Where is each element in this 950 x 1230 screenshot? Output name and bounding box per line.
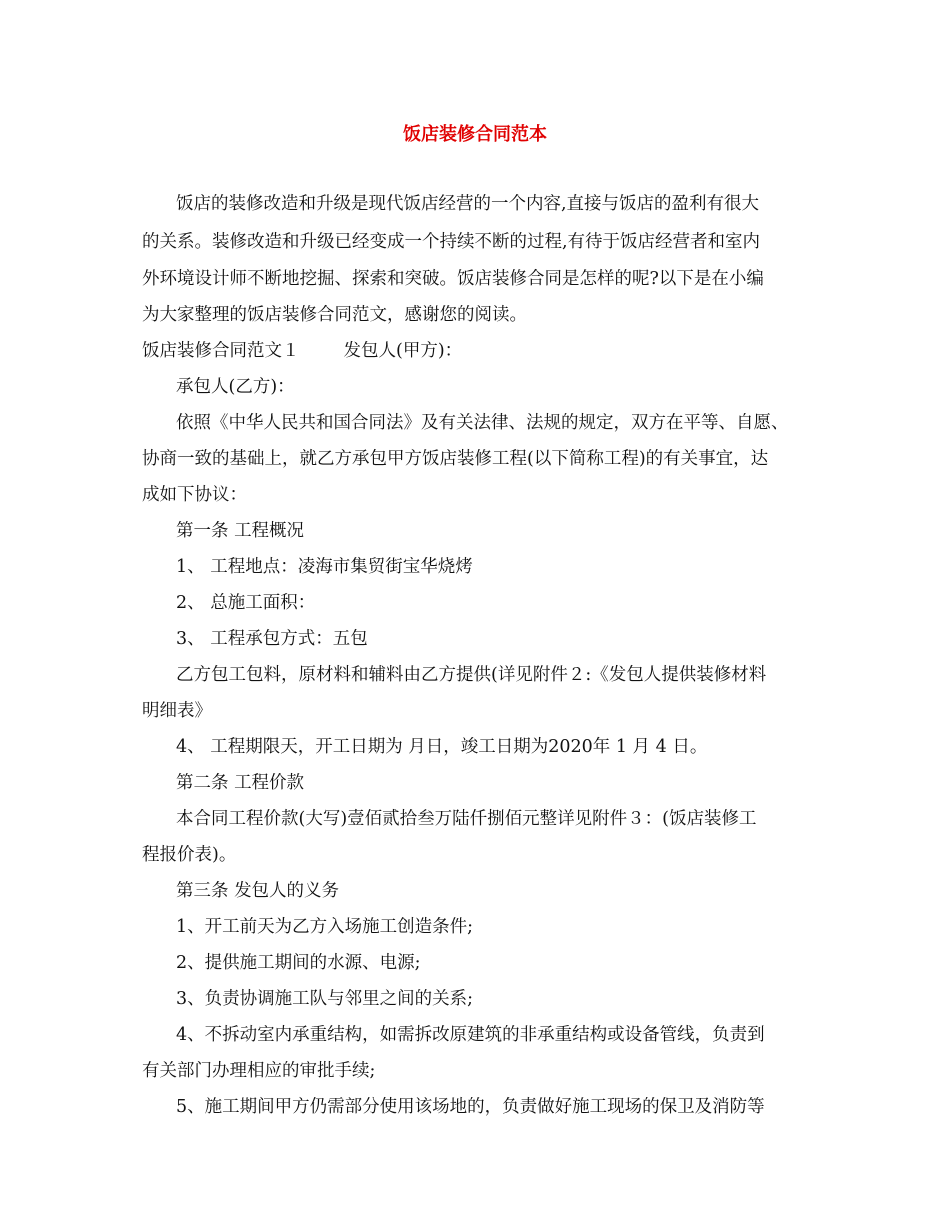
article3-item-3: 3、负责协调施工队与邻里之间的关系; [176, 989, 474, 1009]
article1-item-3-detail-2: 明细表》 [142, 701, 212, 721]
sample-heading-line [142, 338, 462, 364]
article3-item-4-line-1: 4、不拆动室内承重结构，如需拆改原建筑的非承重结构或设备管线，负责到 [176, 1025, 765, 1045]
employer-label: 发包人(甲方)： [343, 341, 463, 361]
article1-item-2: 2、 总施工面积： [176, 593, 316, 613]
document-title: 饭店装修合同范本 [403, 124, 547, 145]
preamble-line-1: 依照《中华人民共和国合同法》及有关法律、法规的规定，双方在平等、自愿、 [176, 413, 789, 433]
article2-heading: 第二条 工程价款 [176, 773, 305, 793]
article1-item-3-detail-1: 乙方包工包料，原材料和辅料由乙方提供(详见附件２:《发包人提供装修材料 [176, 665, 767, 685]
preamble-line-2: 协商一致的基础上，就乙方承包甲方饭店装修工程(以下简称工程)的有关事宜，达 [142, 449, 769, 469]
contractor-label: 承包人(乙方)： [176, 377, 295, 397]
article3-item-1: 1、开工前天为乙方入场施工创造条件; [176, 917, 474, 937]
article1-item-4: 4、 工程期限天，开工日期为 月日，竣工日期为2020年 1 月 4 日。 [176, 737, 708, 757]
article2-body-2: 程报价表)。 [142, 845, 237, 865]
article3-heading: 第三条 发包人的义务 [176, 881, 340, 901]
article3-item-4-line-2: 有关部门办理相应的审批手续; [142, 1061, 376, 1081]
intro-line-2: 的关系。装修改造和升级已经变成一个持续不断的过程,有待于饭店经营者和室内 [142, 232, 761, 252]
article1-item-1: 1、 工程地点：凌海市集贸街宝华烧烤 [176, 557, 473, 577]
sample-heading: 饭店装修合同范文１ [142, 341, 300, 361]
intro-line-3: 外环境设计师不断地挖掘、探索和突破。饭店装修合同是怎样的呢?以下是在小编 [142, 269, 764, 289]
article2-body-1: 本合同工程价款(大写)壹佰贰拾叁万陆仟捌佰元整详见附件３：(饭店装修工 [176, 809, 757, 829]
article3-item-2: 2、提供施工期间的水源、电源; [176, 953, 421, 973]
article1-item-3: 3、 工程承包方式：五包 [176, 629, 368, 649]
intro-line-1: 饭店的装修改造和升级是现代饭店经营的一个内容,直接与饭店的盈利有很大 [176, 194, 760, 214]
intro-line-4: 为大家整理的饭店装修合同范文，感谢您的阅读。 [142, 305, 527, 325]
article3-item-5: 5、施工期间甲方仍需部分使用该场地的，负责做好施工现场的保卫及消防等 [176, 1097, 765, 1117]
preamble-line-3: 成如下协议： [142, 485, 247, 505]
article1-heading: 第一条 工程概况 [176, 521, 305, 541]
